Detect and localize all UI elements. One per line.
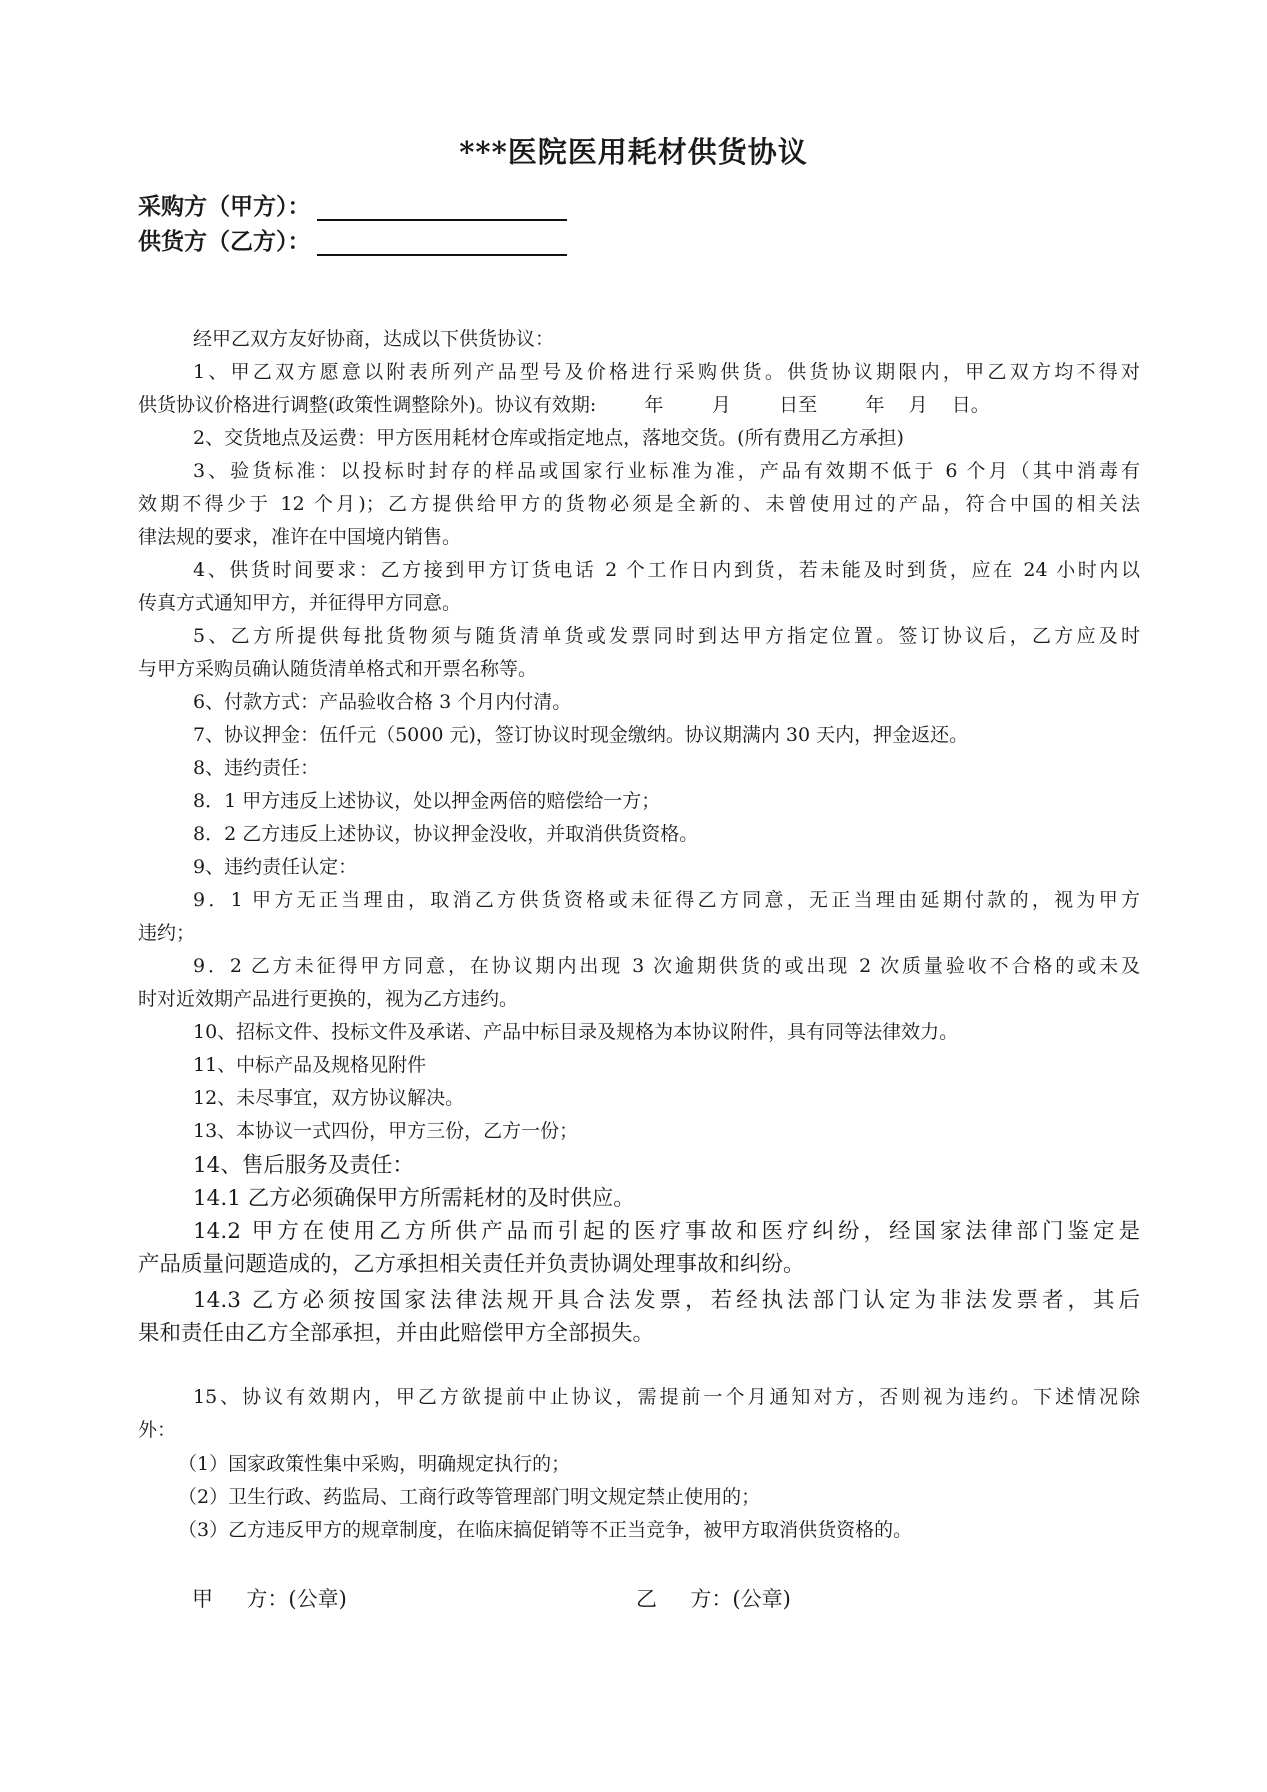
clause-9-1-line-2: 违约； [138, 922, 196, 944]
clause-14-2-line-1: 14.2 甲方在使用乙方所供产品而引起的医疗事故和医疗纠纷，经国家法律部门鉴定是 [193, 1219, 1140, 1244]
buyer-blank [317, 193, 567, 221]
clause-11: 11、中标产品及规格见附件 [193, 1054, 427, 1076]
clause-15-item-3: （3）乙方违反甲方的规章制度，在临床搞促销等不正当竞争，被甲方取消供货资格的。 [178, 1519, 913, 1541]
clause-3-line-3: 律法规的要求，准许在中国境内销售。 [138, 526, 462, 548]
clause-9-1-line-1: 9．1 甲方无正当理由，取消乙方供货资格或未征得乙方同意，无正当理由延期付款的，视为甲方 [193, 889, 1140, 911]
clause-14-3-line-2: 果和责任由乙方全部承担，并由此赔偿甲方全部损失。 [138, 1321, 655, 1346]
supplier-line [138, 223, 567, 256]
clause-7: 7、协议押金：伍仟元（5000 元)，签订协议时现金缴纳。协议期满内 30 天内，押金返还。 [193, 724, 969, 746]
clause-5-line-2: 与甲方采购员确认随货清单格式和开票名称等。 [138, 658, 538, 680]
clause-8-1: 8．1 甲方违反上述协议，处以押金两倍的赔偿给一方； [193, 790, 661, 812]
clause-14: 14、售后服务及责任： [193, 1153, 414, 1178]
clause-3-line-2: 效期不得少于 12 个月)；乙方提供给甲方的货物必须是全新的、未曾使用过的产品，符合中国的相关法 [138, 493, 1140, 515]
clause-8: 8、违约责任： [193, 757, 320, 779]
clause-3-line-1: 3、验货标准：以投标时封存的样品或国家行业标准为准，产品有效期不低于 6 个月（其中消毒有 [193, 460, 1140, 482]
clause-4-line-2: 传真方式通知甲方，并征得甲方同意。 [138, 592, 462, 614]
party-b-signature: 乙 方：(公章) [636, 1587, 791, 1611]
clause-15-item-2: （2）卫生行政、药监局、工商行政等管理部门明文规定禁止使用的； [178, 1486, 761, 1508]
clause-12: 12、未尽事宜，双方协议解决。 [193, 1087, 465, 1109]
clause-9-2-line-2: 时对近效期产品进行更换的，视为乙方违约。 [138, 988, 519, 1010]
clause-14-3-line-1: 14.3 乙方必须按国家法律法规开具合法发票，若经执法部门认定为非法发票者，其后 [193, 1288, 1140, 1313]
party-a-signature: 甲 方：(公章) [192, 1587, 347, 1611]
clause-1-line-2: 供货协议价格进行调整(政策性调整除外)。协议有效期: 年 月 日至 年 月 日。 [138, 394, 990, 416]
clause-13: 13、本协议一式四份，甲方三份，乙方一份； [193, 1120, 579, 1142]
intro-paragraph: 经甲乙双方友好协商，达成以下供货协议： [193, 328, 555, 350]
clause-2: 2、交货地点及运费：甲方医用耗材仓库或指定地点，落地交货。(所有费用乙方承担) [193, 427, 904, 449]
clause-1-line-1: 1、甲乙双方愿意以附表所列产品型号及价格进行采购供货。供货协议期限内，甲乙双方均不得对 [193, 361, 1140, 383]
buyer-label: 采购方（甲方）： [138, 193, 311, 220]
clause-9: 9、违约责任认定： [193, 856, 358, 878]
clause-14-2-line-2: 产品质量问题造成的，乙方承担相关责任并负责协调处理事故和纠纷。 [138, 1252, 805, 1277]
clause-5-line-1: 5、乙方所提供每批货物须与随货清单货或发票同时到达甲方指定位置。签订协议后，乙方应及时 [193, 625, 1140, 647]
document-title: ***医院医用耗材供货协议 [459, 135, 808, 169]
clause-4-line-1: 4、供货时间要求：乙方接到甲方订货电话 2 个工作日内到货，若未能及时到货，应在 24 小时内以 [193, 559, 1140, 581]
clause-14-1: 14.1 乙方必须确保甲方所需耗材的及时供应。 [193, 1186, 635, 1211]
clause-15-line-1: 15、协议有效期内，甲乙方欲提前中止协议，需提前一个月通知对方，否则视为违约。下述情况除 [193, 1386, 1140, 1408]
clause-8-2: 8．2 乙方违反上述协议，协议押金没收，并取消供货资格。 [193, 823, 699, 845]
clause-15-item-1: （1）国家政策性集中采购，明确规定执行的； [178, 1453, 571, 1475]
clause-15-line-2: 外： [138, 1419, 177, 1441]
supplier-blank [317, 228, 567, 256]
buyer-line [138, 188, 567, 221]
clause-10: 10、招标文件、投标文件及承诺、产品中标目录及规格为本协议附件，具有同等法律效力。 [193, 1021, 959, 1043]
clause-9-2-line-1: 9．2 乙方未征得甲方同意，在协议期内出现 3 次逾期供货的或出现 2 次质量验收不合格的或未及 [193, 955, 1140, 977]
supplier-label: 供货方（乙方）： [138, 228, 311, 255]
clause-6: 6、付款方式：产品验收合格 3 个月内付清。 [193, 691, 572, 713]
